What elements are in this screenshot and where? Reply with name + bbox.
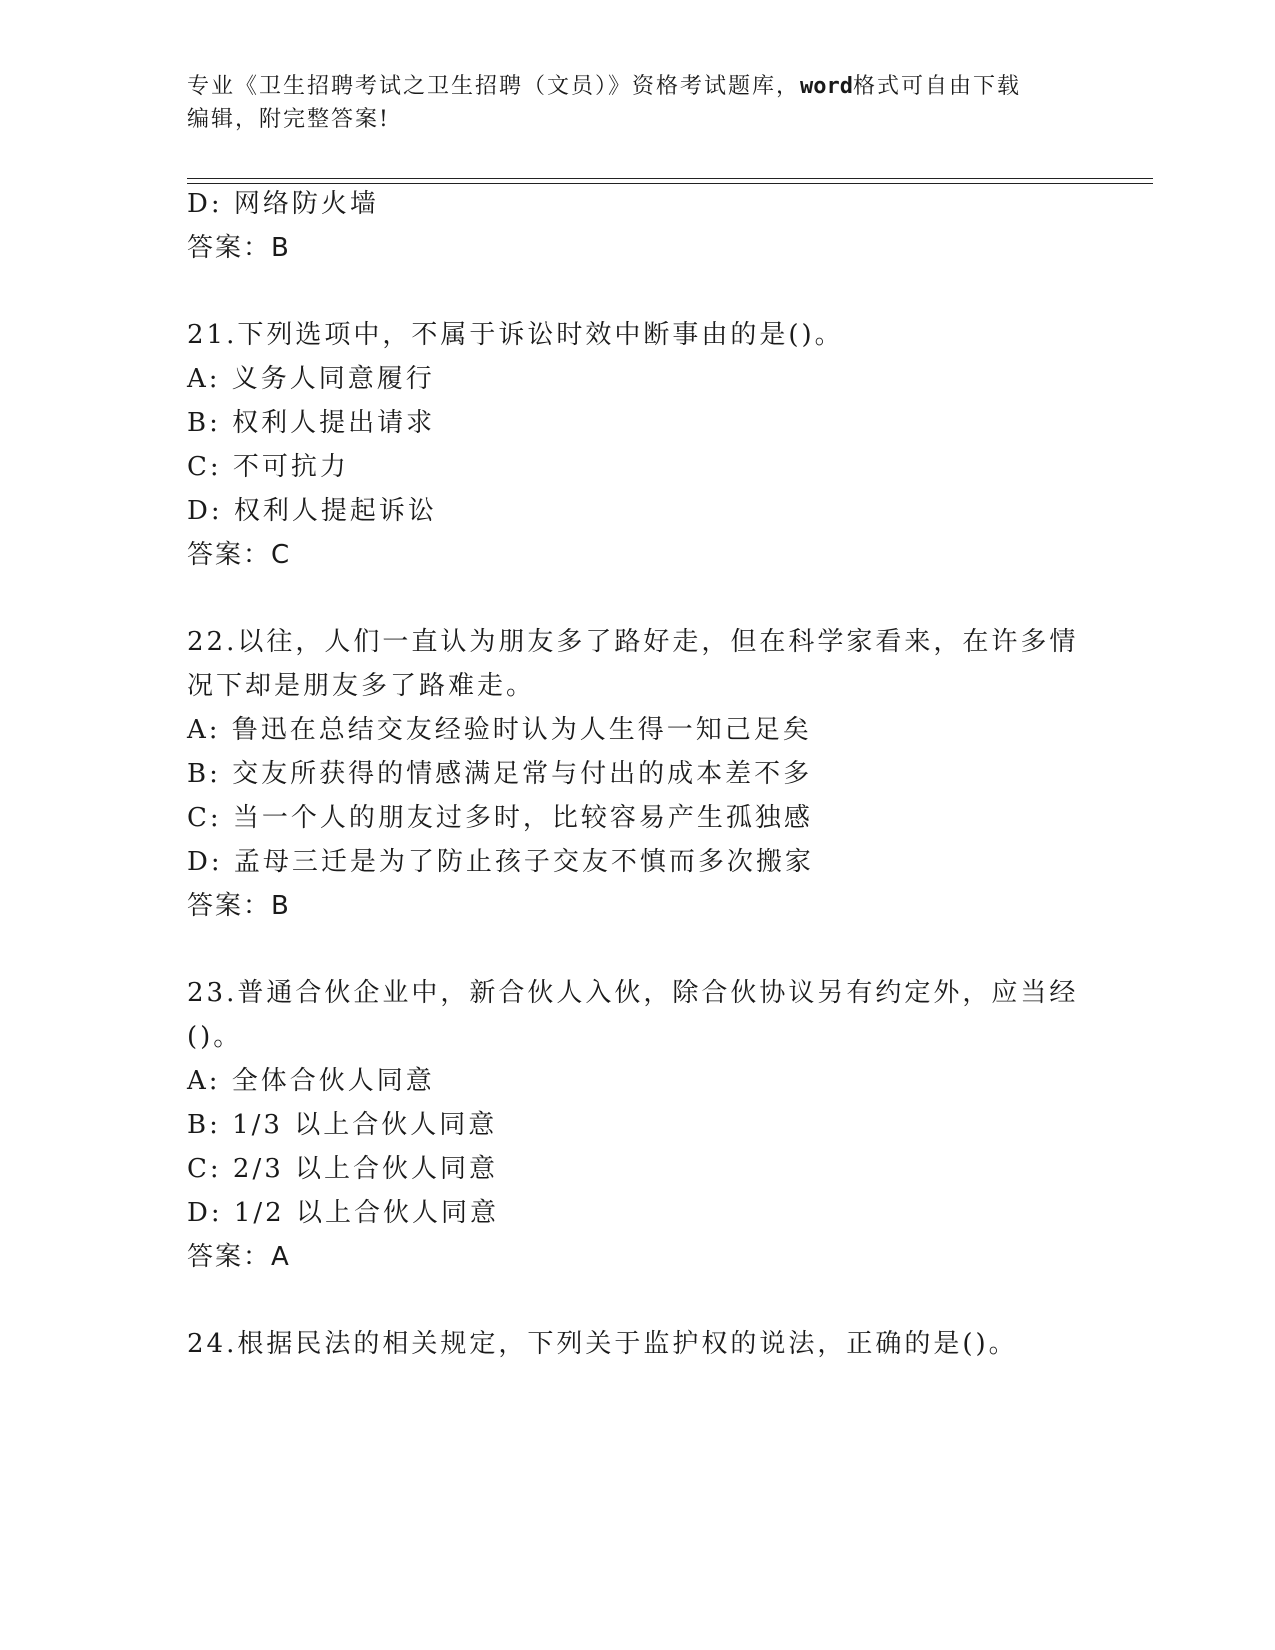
q23-option-b: B: 1/3 以上合伙人同意 <box>187 1110 498 1140</box>
q23-option-d: D: 1/2 以上合伙人同意 <box>187 1198 499 1228</box>
q22-option-d: D: 孟母三迁是为了防止孩子交友不慎而多次搬家 <box>187 847 814 877</box>
q23-title-line-1: 23.普通合伙企业中，新合伙人入伙，除合伙协议另有约定外，应当经 <box>187 978 1079 1008</box>
q22-option-c: C: 当一个人的朋友过多时，比较容易产生孤独感 <box>187 803 813 833</box>
q21-option-a: A: 义务人同意履行 <box>187 364 435 394</box>
header-line-2: 编辑，附完整答案! <box>187 107 390 132</box>
q20-option-d: D: 网络防火墙 <box>187 189 379 219</box>
q21-title: 21.下列选项中，不属于诉讼时效中断事由的是()。 <box>187 320 844 350</box>
header-word-keyword: word <box>800 74 853 99</box>
q22-title-line-2: 况下却是朋友多了路难走。 <box>187 671 536 701</box>
q24-title: 24.根据民法的相关规定，下列关于监护权的说法，正确的是()。 <box>187 1329 1018 1359</box>
q23-answer: 答案：A <box>187 1242 291 1272</box>
header-text-part-1: 专业《卫生招聘考试之卫生招聘（文员）》资格考试题库， <box>187 74 801 99</box>
header-divider-top <box>187 178 1153 179</box>
q23-option-a: A: 全体合伙人同意 <box>187 1066 435 1096</box>
q22-option-b: B: 交友所获得的情感满足常与付出的成本差不多 <box>187 759 813 789</box>
q21-option-d: D: 权利人提起诉讼 <box>187 496 437 526</box>
header-text-part-2: 格式可自由下载 <box>853 74 1022 99</box>
q22-title-line-1: 22.以往，人们一直认为朋友多了路好走，但在科学家看来，在许多情 <box>187 627 1079 657</box>
header-divider-bottom <box>187 183 1153 184</box>
document-header <box>187 70 1067 136</box>
q21-option-c: C: 不可抗力 <box>187 452 349 482</box>
q23-title-line-2: ()。 <box>187 1022 243 1052</box>
header-line-1 <box>187 70 1067 103</box>
q23-option-c: C: 2/3 以上合伙人同意 <box>187 1154 499 1184</box>
q22-answer: 答案：B <box>187 891 291 921</box>
q22-option-a: A: 鲁迅在总结交友经验时认为人生得一知己足矣 <box>187 715 812 745</box>
q20-answer: 答案：B <box>187 233 291 263</box>
q21-answer: 答案：C <box>187 540 292 570</box>
q21-option-b: B: 权利人提出请求 <box>187 408 436 438</box>
